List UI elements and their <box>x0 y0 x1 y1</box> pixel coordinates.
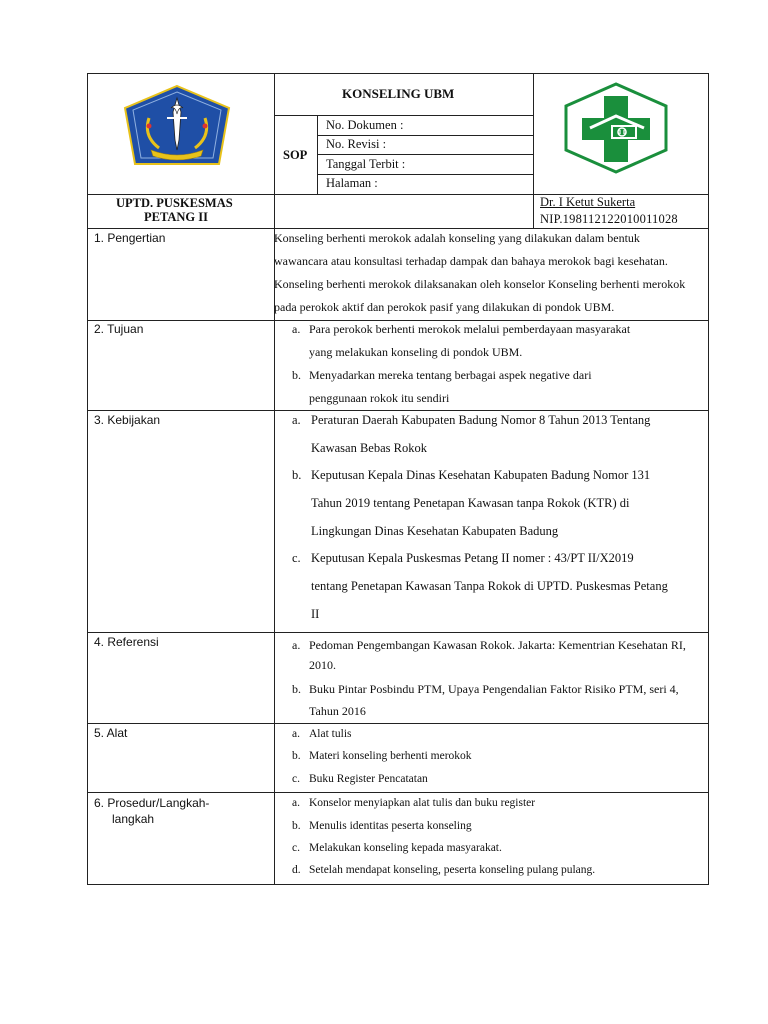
document-title: KONSELING UBM <box>342 86 455 101</box>
prosedur-item-d: Setelah mendapat konseling, peserta konseling pulang pulang. <box>309 864 596 876</box>
list-marker: b. <box>292 750 301 762</box>
section-label-kebijakan: 3. Kebijakan <box>94 413 161 427</box>
tujuan-b-line-2: penggunaan rokok itu sendiri <box>309 391 450 405</box>
tujuan-a-line-1: Para perokok berhenti merokok melalui pemberdayaan masyarakat <box>309 322 631 336</box>
pengertian-line-2: wawancara atau konsultasi terhadap dampak dan bahaya merokok bagi kesehatan. <box>274 254 668 268</box>
kebijakan-a-line-1: Peraturan Daerah Kabupaten Badung Nomor 8 Tahun 2013 Tentang <box>311 413 651 427</box>
list-marker: c. <box>292 842 300 854</box>
pengertian-line-3: Konseling berhenti merokok dilaksanakan oleh konselor Konseling berhenti merokok <box>274 277 686 291</box>
list-marker: b. <box>292 682 301 696</box>
tujuan-b-line-1: Menyadarkan mereka tentang berbagai aspek negative dari <box>309 368 592 382</box>
list-marker: c. <box>292 773 300 785</box>
section-label-pengertian: 1. Pengertian <box>94 231 166 245</box>
org-name-line1: UPTD. PUSKESMAS <box>116 196 233 210</box>
section-label-tujuan: 2. Tujuan <box>94 322 144 336</box>
kebijakan-b-line-3: Lingkungan Dinas Kesehatan Kabupaten Badung <box>311 524 559 538</box>
list-marker: b. <box>292 468 302 482</box>
list-marker: b. <box>292 368 301 382</box>
section-label-prosedur-cont: langkah <box>112 812 155 826</box>
section-label-alat: 5. Alat <box>94 726 128 740</box>
sop-label: SOP <box>283 148 308 162</box>
field-no-dokumen: No. Dokumen : <box>326 118 404 132</box>
kebijakan-a-line-2: Kawasan Bebas Rokok <box>311 441 427 455</box>
list-marker: d. <box>292 864 301 876</box>
section-label-referensi: 4. Referensi <box>94 635 159 649</box>
tujuan-a-line-2: yang melakukan konseling di pondok UBM. <box>309 345 523 359</box>
signer-nip: NIP.198112122010011028 <box>540 212 678 226</box>
puskesmas-logo-icon <box>562 82 670 174</box>
badung-regency-emblem-icon <box>121 84 233 168</box>
kebijakan-b-line-1: Keputusan Kepala Dinas Kesehatan Kabupaten Badung Nomor 131 <box>311 468 651 482</box>
alat-item-b: Materi konseling berhenti merokok <box>309 750 472 762</box>
alat-item-c: Buku Register Pencatatan <box>309 773 428 785</box>
field-tanggal-terbit: Tanggal Terbit : <box>326 157 406 171</box>
section-label-prosedur: 6. Prosedur/Langkah- <box>94 796 210 810</box>
pengertian-line-4: pada perokok aktif dan perokok pasif yang dilakukan di pondok UBM. <box>274 300 615 314</box>
list-marker: c. <box>292 551 301 565</box>
list-marker: a. <box>292 797 300 809</box>
list-marker: a. <box>292 638 301 652</box>
referensi-a-line-1: Pedoman Pengembangan Kawasan Rokok. Jakarta: Kementrian Kesehatan RI, <box>309 638 686 652</box>
kebijakan-c-line-2: tentang Penetapan Kawasan Tanpa Rokok di UPTD. Puskesmas Petang <box>311 579 668 593</box>
prosedur-item-c: Melakukan konseling kepada masyarakat. <box>309 842 502 854</box>
kebijakan-c-line-1: Keputusan Kepala Puskesmas Petang II nomer : 43/PT II/X2019 <box>311 551 634 565</box>
kebijakan-c-line-3: II <box>311 607 320 621</box>
field-no-revisi: No. Revisi : <box>326 137 387 151</box>
list-marker: a. <box>292 728 300 740</box>
pengertian-line-1: Konseling berhenti merokok adalah konseling yang dilakukan dalam bentuk <box>274 231 640 245</box>
org-name-line2: PETANG II <box>144 210 209 224</box>
signer-name: Dr. I Ketut Sukerta <box>540 195 636 209</box>
prosedur-item-a: Konselor menyiapkan alat tulis dan buku register <box>309 797 536 809</box>
referensi-b-line-1: Buku Pintar Posbindu PTM, Upaya Pengendalian Faktor Risiko PTM, seri 4, <box>309 682 679 696</box>
list-marker: a. <box>292 413 301 427</box>
list-marker: a. <box>292 322 301 336</box>
kebijakan-b-line-2: Tahun 2019 tentang Penetapan Kawasan tanpa Rokok (KTR) di <box>311 496 630 510</box>
list-marker: b. <box>292 820 301 832</box>
field-halaman: Halaman : <box>326 176 378 190</box>
alat-item-a: Alat tulis <box>309 728 352 740</box>
prosedur-item-b: Menulis identitas peserta konseling <box>309 820 472 832</box>
referensi-b-line-2: Tahun 2016 <box>309 704 366 718</box>
referensi-a-line-2: 2010. <box>309 658 336 672</box>
